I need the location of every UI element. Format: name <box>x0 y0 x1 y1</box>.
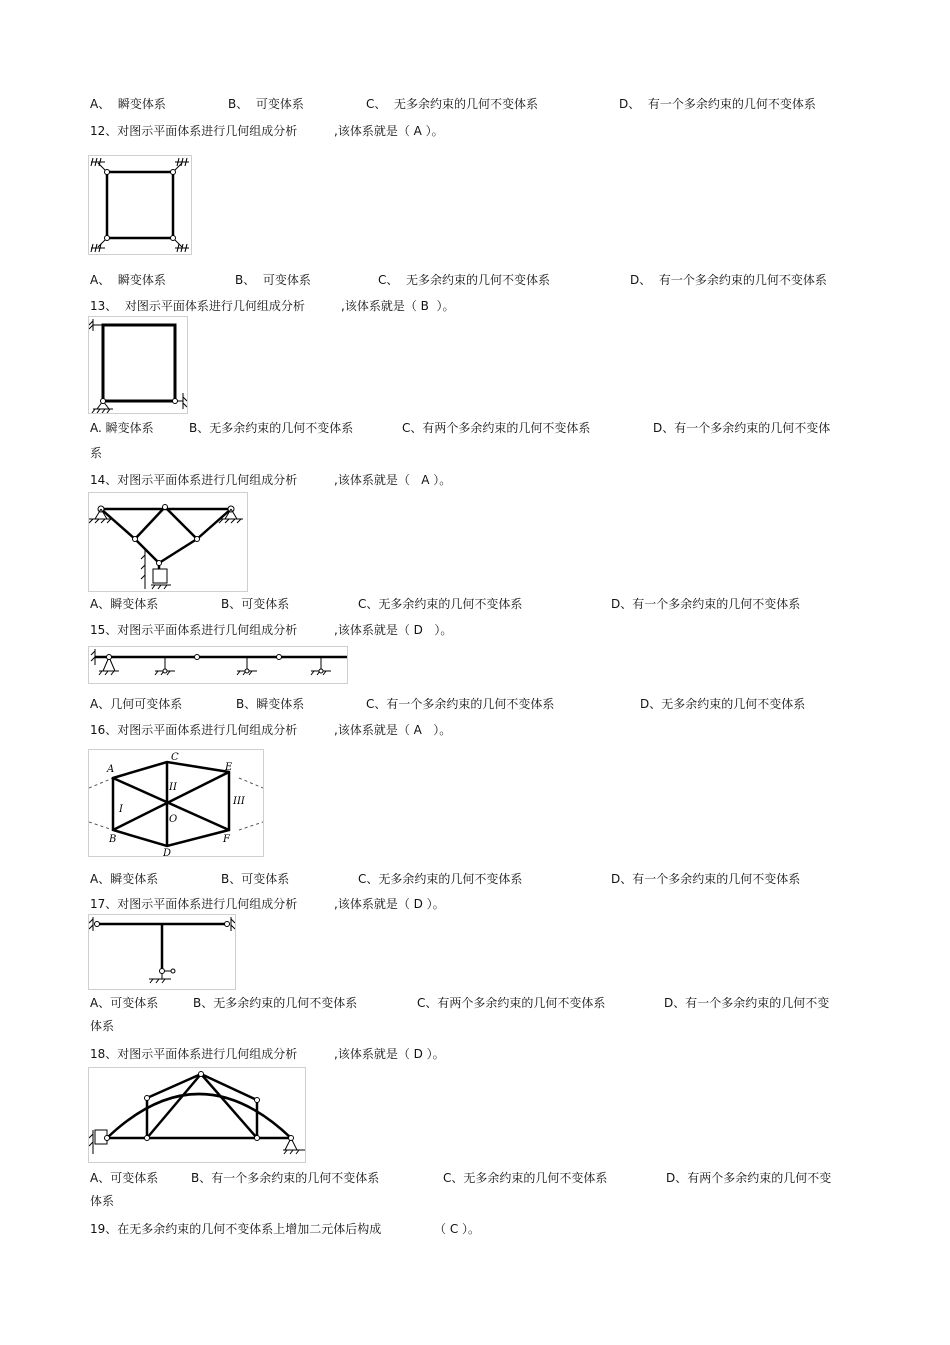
q16-label-i: I <box>119 804 123 815</box>
q14-stem: 14、对图示平面体系进行几何组成分析 <box>90 473 298 487</box>
q14-option-c: C、无多余约束的几何不变体系 <box>358 597 523 611</box>
q13-option-d: D、有一个多余约束的几何不变体 <box>653 421 831 435</box>
q16-label-o: O <box>169 814 178 825</box>
q12-option-d: D、 有一个多余约束的几何不变体系 <box>630 273 827 287</box>
q18-answer: ,该体系就是（ D ）。 <box>334 1047 445 1061</box>
q16-stem: 16、对图示平面体系进行几何组成分析 <box>90 723 298 737</box>
q14-option-a: A、瞬变体系 <box>90 597 159 611</box>
q13-option-c: C、有两个多余约束的几何不变体系 <box>402 421 591 435</box>
q16-option-a: A、瞬变体系 <box>90 872 159 886</box>
top-option-d: D、 有一个多余约束的几何不变体系 <box>619 97 816 111</box>
q16-option-d: D、有一个多余约束的几何不变体系 <box>611 872 801 886</box>
q18-figure-arch-truss <box>88 1067 306 1163</box>
top-option-c: C、 无多余约束的几何不变体系 <box>366 97 539 111</box>
q18-option-b: B、有一个多余约束的几何不变体系 <box>191 1171 380 1185</box>
q17-stem: 17、对图示平面体系进行几何组成分析 <box>90 897 298 911</box>
q15-option-a: A、几何可变体系 <box>90 697 183 711</box>
q19-stem: 19、在无多余约束的几何不变体系上增加二元体后构成 <box>90 1222 382 1236</box>
top-option-a: A、 瞬变体系 <box>90 97 166 111</box>
q16-label-b: B <box>109 834 117 845</box>
q15-stem: 15、对图示平面体系进行几何组成分析 <box>90 623 298 637</box>
q18-option-d-wrap: 体系 <box>90 1194 115 1208</box>
q18-option-d: D、有两个多余约束的几何不变 <box>666 1171 832 1185</box>
q16-label-c: C <box>171 752 179 763</box>
q13-answer: ,该体系就是（ B ）。 <box>341 299 455 313</box>
q14-option-d: D、有一个多余约束的几何不变体系 <box>611 597 801 611</box>
q14-option-b: B、可变体系 <box>221 597 290 611</box>
q12-option-a: A、 瞬变体系 <box>90 273 166 287</box>
q17-option-d-wrap: 体系 <box>90 1019 115 1033</box>
q13-stem: 13、 对图示平面体系进行几何组成分析 <box>90 299 305 313</box>
q17-option-b: B、无多余约束的几何不变体系 <box>193 996 358 1010</box>
q16-option-b: B、可变体系 <box>221 872 290 886</box>
q15-option-b: B、瞬变体系 <box>236 697 305 711</box>
q16-label-a: A <box>107 764 115 775</box>
q13-figure-square-frame <box>88 316 188 414</box>
top-option-b: B、 可变体系 <box>228 97 304 111</box>
q18-stem: 18、对图示平面体系进行几何组成分析 <box>90 1047 298 1061</box>
q16-label-ii: II <box>169 782 177 793</box>
q18-option-a: A、可变体系 <box>90 1171 159 1185</box>
q16-figure-hexagon <box>88 749 264 857</box>
q15-option-d: D、无多余约束的几何不变体系 <box>640 697 806 711</box>
q17-option-a: A、可变体系 <box>90 996 159 1010</box>
q13-option-a: A. 瞬变体系 <box>90 421 154 435</box>
q15-figure-continuous-beam <box>88 646 348 684</box>
q12-option-c: C、 无多余约束的几何不变体系 <box>378 273 551 287</box>
q13-option-b: B、无多余约束的几何不变体系 <box>189 421 354 435</box>
q17-option-c: C、有两个多余约束的几何不变体系 <box>417 996 606 1010</box>
q18-option-c: C、无多余约束的几何不变体系 <box>443 1171 608 1185</box>
q14-figure-truss <box>88 492 248 592</box>
q12-figure-square-frame <box>88 155 192 255</box>
q12-stem: 12、对图示平面体系进行几何组成分析 <box>90 124 298 138</box>
q13-option-d-wrap: 系 <box>90 446 103 460</box>
q16-option-c: C、无多余约束的几何不变体系 <box>358 872 523 886</box>
q15-answer: ,该体系就是（ D ）。 <box>334 623 453 637</box>
q16-answer: ,该体系就是（ A ）。 <box>334 723 452 737</box>
q16-label-f: F <box>223 834 230 845</box>
q12-answer: ,该体系就是（ A ）。 <box>334 124 444 138</box>
q16-label-d: D <box>163 848 172 856</box>
q14-answer: ,该体系就是（ A ）。 <box>334 473 452 487</box>
q15-option-c: C、有一个多余约束的几何不变体系 <box>366 697 555 711</box>
q16-label-iii: III <box>233 796 245 807</box>
q19-answer: （ C ）。 <box>434 1222 481 1236</box>
q12-option-b: B、 可变体系 <box>235 273 311 287</box>
q17-option-d: D、有一个多余约束的几何不变 <box>664 996 830 1010</box>
q16-label-e: E <box>225 762 233 773</box>
q17-figure-t-frame <box>88 914 236 990</box>
q17-answer: ,该体系就是（ D ）。 <box>334 897 445 911</box>
